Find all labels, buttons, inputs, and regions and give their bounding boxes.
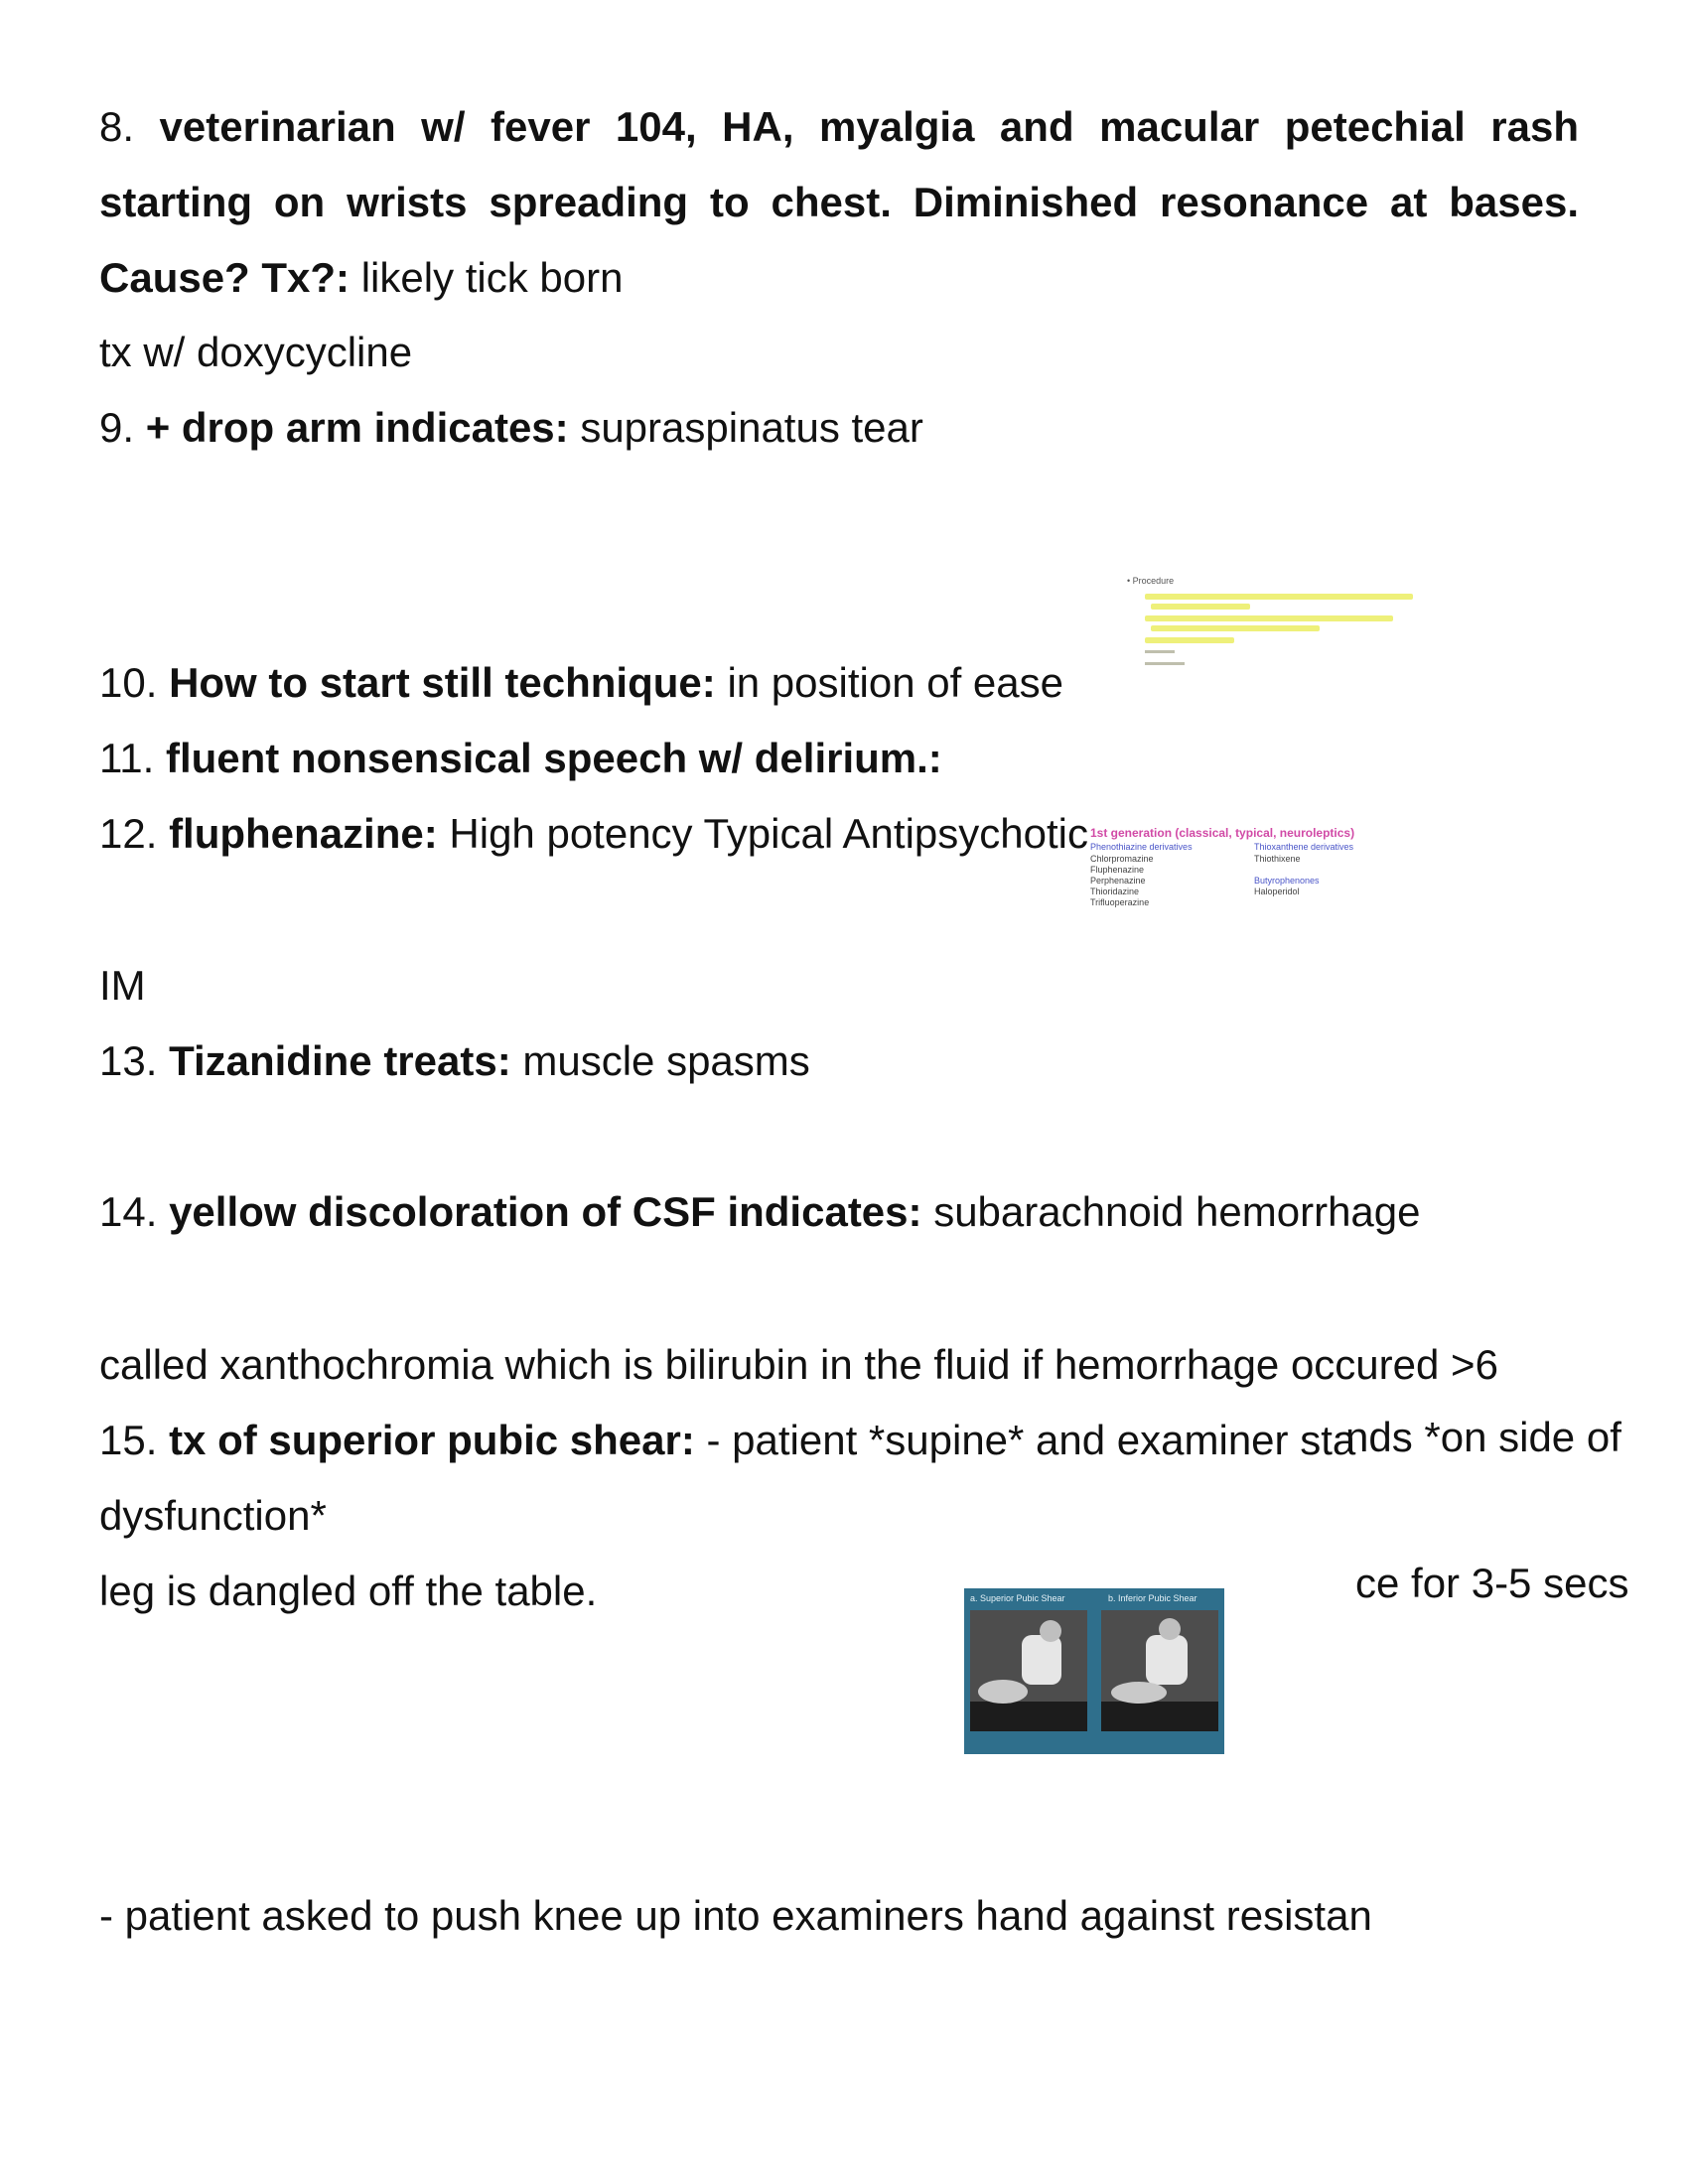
col2-item: Thiothixene	[1254, 854, 1301, 864]
q9-number: 9.	[99, 404, 135, 451]
q8-block	[99, 89, 1579, 316]
q15-line	[99, 1403, 1355, 1478]
photo-panel-a	[970, 1610, 1087, 1731]
col2-head: Thioxanthene derivatives	[1254, 842, 1354, 852]
q8-number: 8.	[99, 103, 135, 150]
q11-question: fluent nonsensical speech w/ delirium.:	[165, 735, 942, 781]
q10-answer: in position of ease	[727, 659, 1064, 706]
q8-question: veterinarian w/ fever 104, HA, myalgia and macular petechial rash starting on wrists spreading to chest. Diminished resonance at bases. Cause? Tx?:	[99, 103, 1579, 301]
pubic-shear-photo	[964, 1588, 1224, 1754]
q15-overlay-text: nds *on side of	[1345, 1414, 1621, 1460]
procedure-thumbnail	[1127, 576, 1440, 690]
q13-question: Tizanidine treats:	[169, 1037, 511, 1084]
col1-item: Perphenazine	[1090, 876, 1146, 886]
col1-item: Trifluoperazine	[1090, 897, 1150, 907]
procedure-thumbnail-head: • Procedure	[1127, 576, 1175, 586]
q12-number: 12.	[99, 810, 158, 857]
q13-line	[99, 1024, 810, 1099]
q10-question: How to start still technique:	[169, 659, 716, 706]
col1-head: Phenothiazine derivatives	[1090, 842, 1193, 852]
q14-answer: subarachnoid hemorrhage	[933, 1188, 1421, 1235]
photo-panel-b	[1101, 1610, 1218, 1731]
q12-answer: High potency Typical Antipsychotic	[449, 810, 1088, 857]
col2-item: Haloperidol	[1254, 887, 1300, 896]
q14-number: 14.	[99, 1188, 158, 1235]
q13-number: 13.	[99, 1037, 158, 1084]
q12-line	[99, 796, 1088, 872]
q9-question: + drop arm indicates:	[145, 404, 569, 451]
col1-item: Fluphenazine	[1090, 865, 1145, 875]
col2-item: Butyrophenones	[1254, 876, 1320, 886]
q15-question: tx of superior pubic shear:	[169, 1417, 695, 1463]
q10-line	[99, 645, 1063, 721]
col1-item: Chlorpromazine	[1090, 854, 1154, 864]
q10-number: 10.	[99, 659, 158, 706]
q9-line	[99, 390, 923, 466]
q15-number: 15.	[99, 1417, 158, 1463]
col1-item: Thioridazine	[1090, 887, 1140, 896]
q15-line-4: - patient asked to push knee up into examiners hand against resistan	[99, 1892, 1372, 1939]
q11-line	[99, 721, 942, 796]
antipsychotic-thumbnail	[1090, 826, 1403, 925]
q11-number: 11.	[99, 735, 155, 781]
q15-line-2: dysfunction*	[99, 1492, 327, 1539]
q14-line	[99, 1174, 1421, 1250]
q14-answer-2: called xanthochromia which is bilirubin in the fluid if hemorrhage occured >6	[99, 1341, 1498, 1388]
q15-overlay-text-2: ce for 3-5 secs	[1355, 1560, 1629, 1606]
q15-line-3: leg is dangled off the table.	[99, 1568, 598, 1614]
photo-caption-b: b. Inferior Pubic Shear	[1108, 1593, 1197, 1603]
q12-answer-2: IM	[99, 962, 146, 1009]
q8-answer-2: tx w/ doxycycline	[99, 329, 413, 375]
antipsychotic-thumbnail-title: 1st generation (classical, typical, neuroleptics)	[1090, 826, 1355, 840]
q9-answer: supraspinatus tear	[580, 404, 923, 451]
q15-answer: - patient *supine* and examiner sta	[706, 1417, 1356, 1463]
q14-question: yellow discoloration of CSF indicates:	[169, 1188, 922, 1235]
q13-answer: muscle spasms	[522, 1037, 810, 1084]
q8-answer: likely tick born	[360, 254, 624, 301]
q12-question: fluphenazine:	[169, 810, 438, 857]
photo-caption-a: a. Superior Pubic Shear	[970, 1593, 1065, 1603]
